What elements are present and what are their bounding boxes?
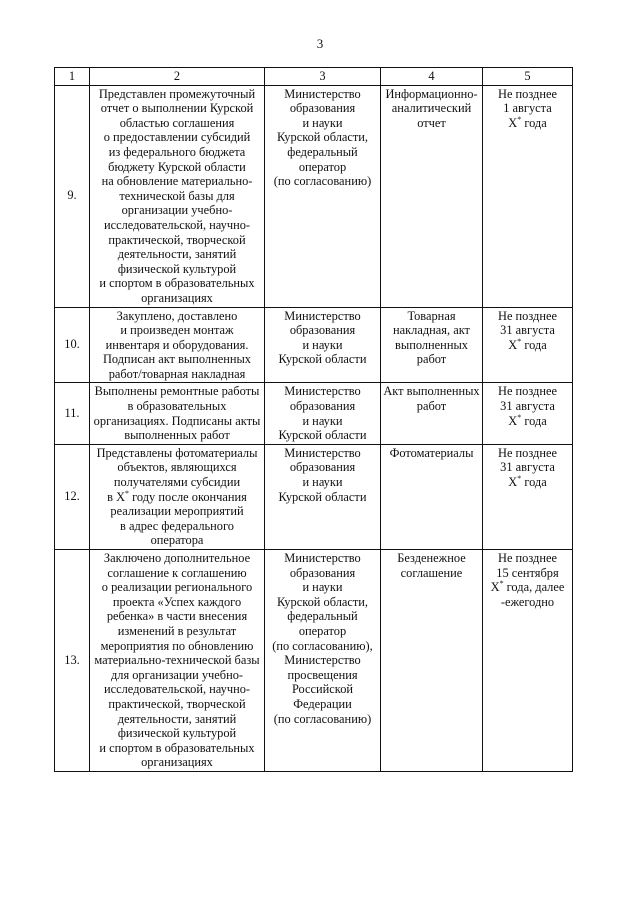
deadline-cell <box>483 550 573 772</box>
cell-line: аналитический <box>391 101 472 116</box>
cell-line: выполненных <box>395 337 468 352</box>
footnote-mark: * <box>517 473 522 483</box>
cell-line: Не позднее <box>498 86 557 101</box>
row-number: 12. <box>55 444 90 549</box>
cell-line: (по согласованию) <box>273 174 372 189</box>
responsible-cell <box>265 307 381 383</box>
cell-line: отчет <box>417 115 446 130</box>
table-row <box>55 307 573 383</box>
cell-line: оператора <box>150 533 204 548</box>
document-cell <box>381 307 483 383</box>
cell-line: для организации учебно- <box>110 667 244 682</box>
deadline-cell <box>483 444 573 549</box>
cell-line: ребенка» в части внесения <box>106 609 248 624</box>
cell-line: и науки <box>302 475 343 490</box>
cell-line: в образовательных <box>127 399 227 414</box>
row-number: 10. <box>55 307 90 383</box>
cell-line: Министерство <box>284 445 361 460</box>
cell-line: бюджету Курской области <box>108 159 246 174</box>
cell-line: Закуплено, доставлено <box>116 308 238 323</box>
text-run: года <box>521 413 547 428</box>
cell-line: образования <box>289 399 356 414</box>
text-run: X <box>508 337 518 352</box>
row-number: 9. <box>55 85 90 307</box>
cell-line: образования <box>289 323 356 338</box>
text-run: X <box>508 115 518 130</box>
plan-table <box>54 67 573 772</box>
cell-line: Не позднее <box>498 551 557 565</box>
header-cell: 4 <box>381 68 483 86</box>
text-run: X <box>490 580 500 595</box>
cell-line: деятельности, занятий <box>117 247 237 262</box>
cell-line: накладная, акт <box>393 323 470 338</box>
cell-line: реализации мероприятий <box>110 504 244 519</box>
table-row <box>55 550 573 772</box>
cell-line: Представлен промежуточный <box>98 86 256 101</box>
cell-line: в адрес федерального <box>120 518 234 533</box>
table-row <box>55 444 573 549</box>
cell-line: Курской области <box>278 352 367 367</box>
cell-line: мероприятия по обновлению <box>100 638 254 653</box>
cell-line: Не позднее <box>498 308 557 323</box>
cell-line: организации учебно- <box>121 203 233 218</box>
cell-line: и произведен монтаж <box>120 323 234 338</box>
text-run: года <box>521 115 547 130</box>
cell-line: Курской области, <box>276 130 369 145</box>
cell-line: отчет о выполнении Курской <box>100 101 254 116</box>
footnote-mark: * <box>517 336 522 346</box>
event-cell <box>90 383 265 444</box>
cell-line: Министерство <box>284 384 361 399</box>
responsible-cell <box>265 550 381 772</box>
cell-line: 1 августа <box>503 101 552 116</box>
cell-line: оператор <box>298 623 347 638</box>
cell-line: образования <box>289 460 356 475</box>
cell-line: организациях. Подписаны акты <box>93 413 261 428</box>
cell-line: получателями субсидии <box>113 475 241 490</box>
document-cell <box>381 550 483 772</box>
footnote-mark: * <box>517 412 522 422</box>
cell-line: работ <box>416 399 447 414</box>
cell-line: из федерального бюджета <box>108 144 246 159</box>
cell-line: областью соглашения <box>119 115 235 130</box>
cell-line: Подписан акт выполненных <box>102 352 252 367</box>
cell-line: Безденежное <box>397 551 466 565</box>
footnote-mark: * <box>499 579 504 589</box>
cell-line: образования <box>289 565 356 580</box>
cell-line: Товарная <box>407 308 456 323</box>
row-number: 13. <box>55 550 90 772</box>
cell-line: (по согласованию) <box>273 711 372 726</box>
cell-line: Информационно- <box>385 86 478 101</box>
cell-line: физической культурой <box>117 726 237 741</box>
event-cell <box>90 550 265 772</box>
responsible-cell <box>265 383 381 444</box>
text-run: года <box>521 337 547 352</box>
cell-line: соглашение к соглашению <box>107 565 247 580</box>
cell-line <box>485 414 570 429</box>
cell-line: организациях <box>141 290 213 305</box>
cell-line: практической, творческой <box>108 232 246 247</box>
cell-line: физической культурой <box>117 261 237 276</box>
cell-line: (по согласованию), <box>272 638 373 653</box>
cell-line: Министерство <box>284 551 361 565</box>
cell-line: о реализации регионального <box>101 580 253 595</box>
deadline-cell <box>483 307 573 383</box>
table-header-row <box>55 68 573 86</box>
cell-line: и спортом в образовательных <box>99 740 255 755</box>
cell-line: Министерство <box>284 308 361 323</box>
event-cell <box>90 85 265 307</box>
cell-line: Министерство <box>284 86 361 101</box>
cell-line: и науки <box>302 580 343 595</box>
text-run: X <box>508 475 518 490</box>
cell-line: инвентаря и оборудования. <box>105 337 249 352</box>
cell-line: Заключено дополнительное <box>103 551 251 565</box>
cell-line: соглашение <box>400 565 463 580</box>
cell-line: исследовательской, научно- <box>103 217 251 232</box>
deadline-cell <box>483 383 573 444</box>
cell-line: изменений в результат <box>117 623 237 638</box>
cell-line: федеральный <box>287 144 358 159</box>
text-run: в <box>107 489 117 504</box>
footnote-mark: * <box>125 488 130 498</box>
text-run: X <box>116 489 126 504</box>
cell-line: 31 августа <box>500 399 555 414</box>
cell-line: оператор <box>298 159 347 174</box>
footnote-mark: * <box>517 114 522 124</box>
table-row <box>55 85 573 307</box>
cell-line: исследовательской, научно- <box>103 682 251 697</box>
event-cell <box>90 444 265 549</box>
cell-line: -ежегодно <box>500 594 555 609</box>
header-cell: 3 <box>265 68 381 86</box>
cell-line: Курской области <box>278 489 367 504</box>
cell-line: практической, творческой <box>108 696 246 711</box>
cell-line: Акт выполненных <box>383 384 480 399</box>
cell-line <box>485 475 570 490</box>
row-number: 11. <box>55 383 90 444</box>
cell-line <box>485 116 570 131</box>
cell-line: и науки <box>302 413 343 428</box>
cell-line: Российской <box>291 682 354 697</box>
event-cell <box>90 307 265 383</box>
cell-line: федеральный <box>287 609 358 624</box>
cell-line: Выполнены ремонтные работы <box>94 384 260 399</box>
header-cell: 5 <box>483 68 573 86</box>
page-number: 3 <box>316 36 324 51</box>
cell-line: 31 августа <box>500 460 555 475</box>
cell-line: объектов, являющихся <box>117 460 237 475</box>
cell-line: проекта «Успех каждого <box>112 594 242 609</box>
text-run: года <box>521 475 547 490</box>
document-cell <box>381 383 483 444</box>
table-row <box>55 383 573 444</box>
cell-line: Представлены фотоматериалы <box>96 445 258 460</box>
document-cell <box>381 85 483 307</box>
cell-line <box>92 490 262 505</box>
header-cell: 2 <box>90 68 265 86</box>
cell-line: образования <box>289 101 356 116</box>
cell-line: технической базы для <box>119 188 235 203</box>
cell-line: Фотоматериалы <box>389 445 474 460</box>
deadline-cell <box>483 85 573 307</box>
cell-line: и спортом в образовательных <box>99 276 255 291</box>
cell-line: деятельности, занятий <box>117 711 237 726</box>
responsible-cell <box>265 85 381 307</box>
cell-line <box>485 338 570 353</box>
header-cell: 1 <box>55 68 90 86</box>
cell-line: Курской области, <box>276 594 369 609</box>
cell-line: Министерство <box>284 653 361 668</box>
cell-line: 15 сентября <box>496 565 559 580</box>
cell-line: Курской области <box>278 428 367 443</box>
cell-line: материально-технической базы <box>94 653 260 668</box>
text-run: X <box>508 413 518 428</box>
cell-line: на обновление материально- <box>101 174 253 189</box>
cell-line <box>485 580 570 595</box>
cell-line: и науки <box>302 115 343 130</box>
cell-line: выполненных работ <box>124 428 230 443</box>
cell-line: Не позднее <box>498 445 557 460</box>
cell-line: Федерации <box>293 696 352 711</box>
responsible-cell <box>265 444 381 549</box>
cell-line: и науки <box>302 337 343 352</box>
cell-line: работ <box>416 352 447 367</box>
cell-line: организациях <box>141 755 213 770</box>
cell-line: 31 августа <box>500 323 555 338</box>
document-cell <box>381 444 483 549</box>
text-run: году после окончания <box>129 489 247 504</box>
cell-line: просвещения <box>287 667 358 682</box>
cell-line: о предоставлении субсидий <box>103 130 251 145</box>
cell-line: Не позднее <box>498 384 557 399</box>
text-run: года, далее <box>503 580 565 595</box>
cell-line: работ/товарная накладная <box>108 366 246 381</box>
